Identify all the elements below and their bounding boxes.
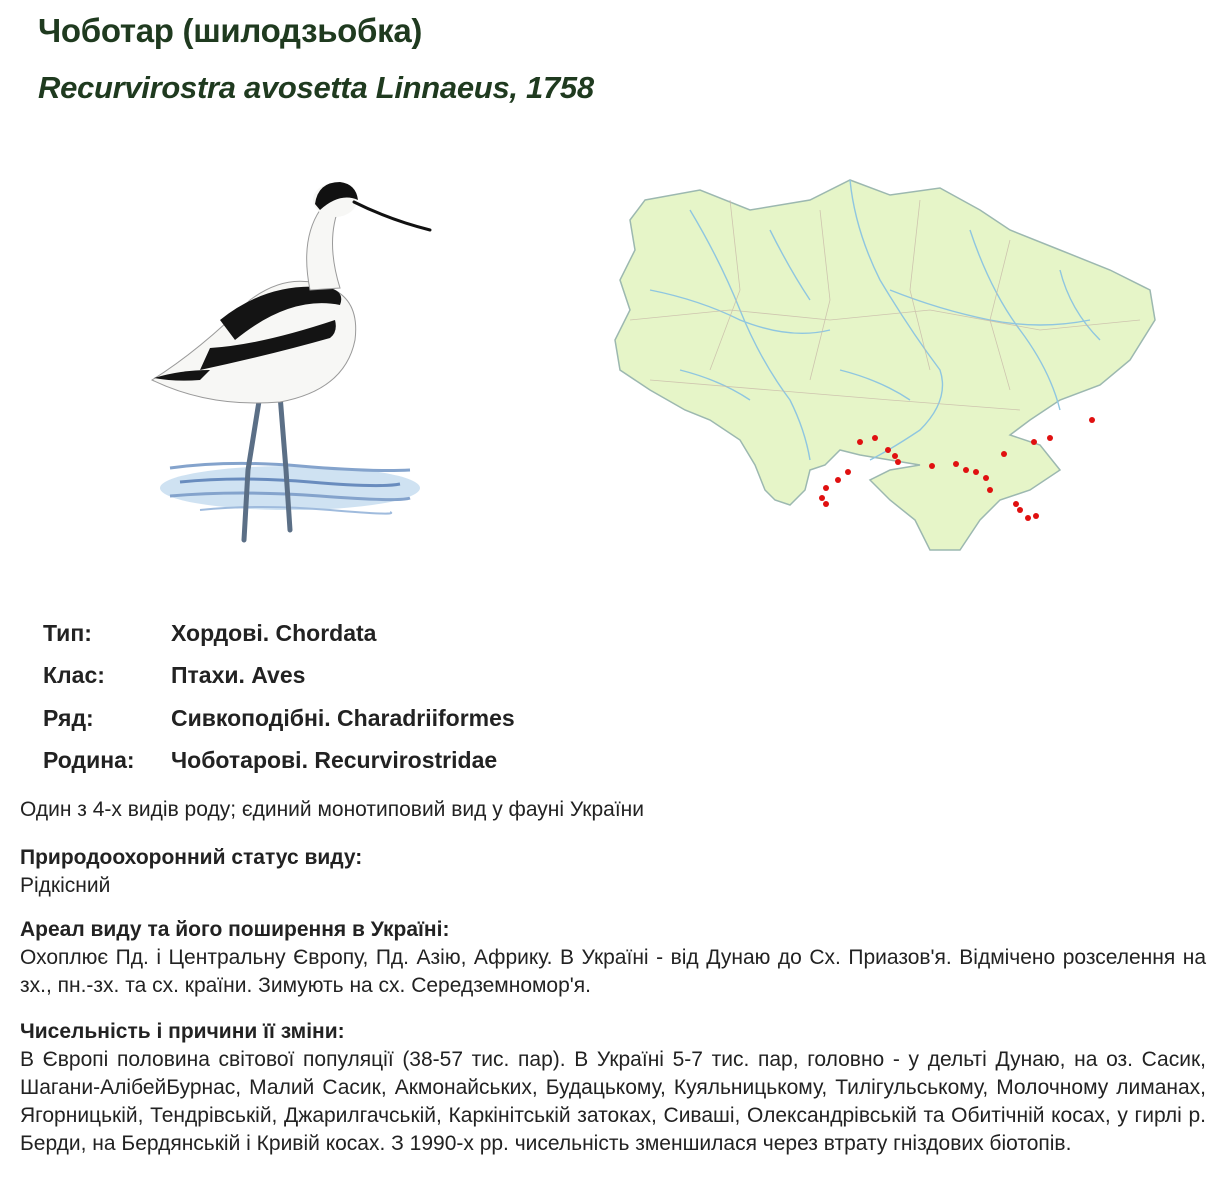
taxonomy-value: Птахи. Aves [171, 662, 306, 689]
taxonomy-row-family [43, 740, 515, 783]
latin-name: Recurvirostra avosetta Linnaeus, 1758 [38, 70, 594, 105]
page-title: Чоботар (шилодзьобка) [38, 12, 423, 49]
taxonomy-key: Родина: [43, 747, 135, 774]
population-text: В Європі половина світової популяції (38-57 тис. пар). В Україні 5-7 тис. пар, головно - у дельті Дунаю, на оз. Сасик, Шагани-АлібейБурнас, Малий Сасик, Акмонайських, Будацькому, Куяльницькому, Тилігульському, Молочному лиманах, Ягорницькій, Тендрівській, Джарилгачській, Каркінітській затоках, Сиваші, Олександрівській та Обитічній косах, у гирлі р. Берди, на Бердянській і Кривій косах. З 1990-х рр. чисельність зменшилася через втрату гніздових біотопів. [20, 1048, 1206, 1155]
bird-illustration [140, 170, 440, 560]
species-note: Один з 4-х видів роду; єдиний монотиповий вид у фауні України [20, 798, 644, 821]
range-heading: Ареал виду та його поширення в Україні: [20, 918, 450, 941]
taxonomy-row-type [43, 612, 515, 655]
population-heading: Чисельність і причини її зміни: [20, 1020, 345, 1043]
status-section [20, 844, 1206, 900]
taxonomy-value: Сивкоподібні. Charadriiformes [171, 704, 515, 731]
distribution-map [590, 170, 1170, 560]
range-text: Охоплює Пд. і Центральну Європу, Пд. Азію, Африку. В Україні - від Дунаю до Сх. Приазов'я. Відмічено розселення на зх., пн.-зх. та сх. країни. Зимують на сх. Середземномор'я. [20, 946, 1206, 997]
range-section [20, 916, 1206, 1000]
status-heading: Природоохоронний статус виду: [20, 846, 363, 869]
taxonomy-table [43, 612, 515, 782]
population-section [20, 1018, 1206, 1158]
taxonomy-row-order [43, 697, 515, 740]
avocet-image [140, 170, 440, 560]
taxonomy-value: Чоботарові. Recurvirostridae [171, 747, 498, 774]
ukraine-map-image [590, 170, 1170, 560]
taxonomy-key: Клас: [43, 662, 105, 689]
taxonomy-key: Ряд: [43, 704, 94, 731]
taxonomy-row-class [43, 655, 515, 698]
status-text: Рідкісний [20, 874, 111, 897]
taxonomy-value: Хордові. Chordata [171, 619, 377, 646]
taxonomy-key: Тип: [43, 619, 92, 646]
